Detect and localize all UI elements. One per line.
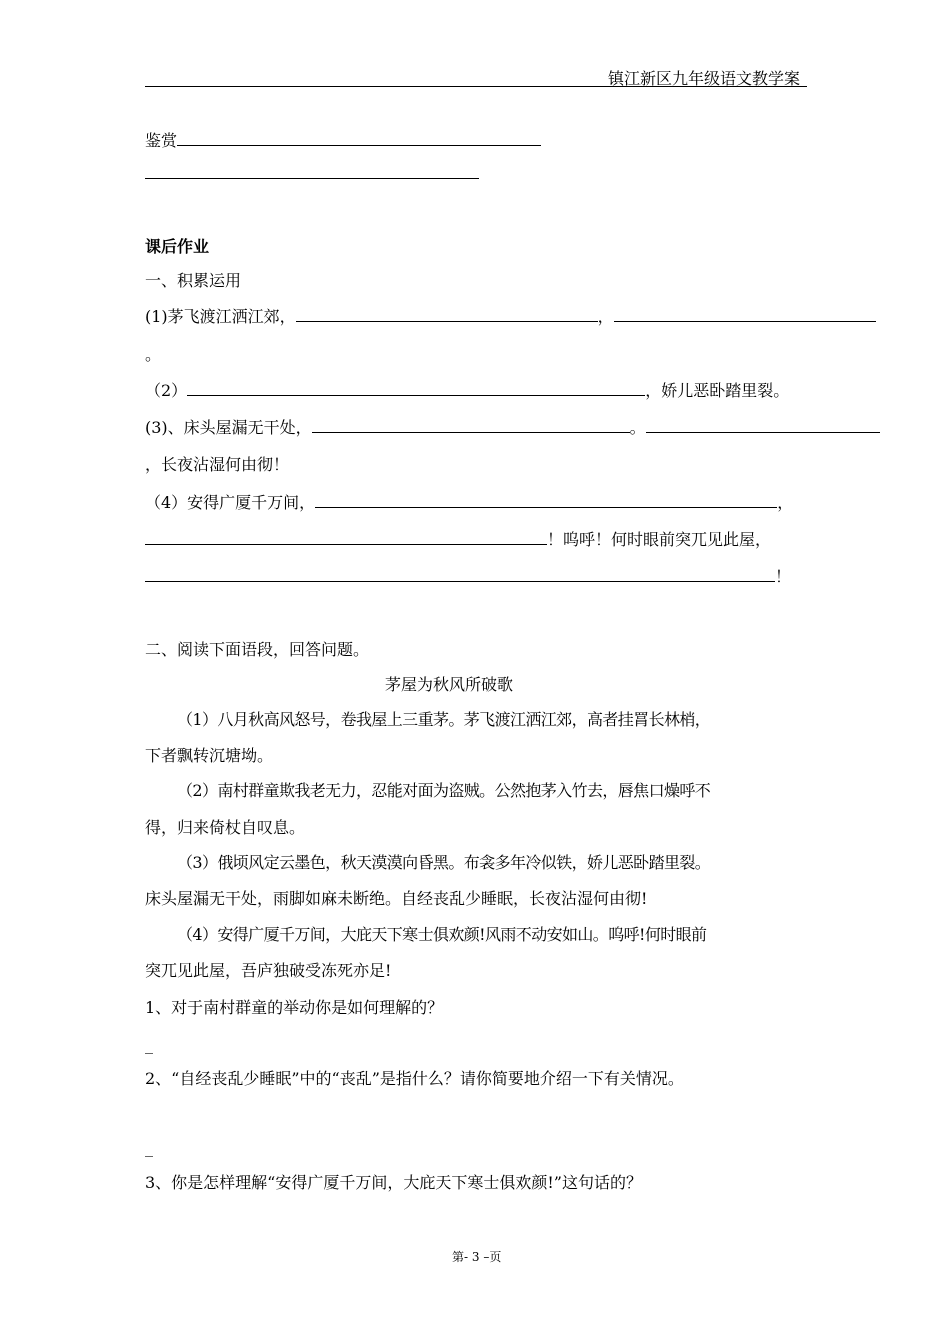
q1-blank-1[interactable] xyxy=(296,320,598,322)
q1-end: 。 xyxy=(145,345,162,364)
q4-comma: ， xyxy=(777,493,794,512)
q2-blank[interactable] xyxy=(187,394,645,396)
reading-q1: 1、对于南村群童的举动你是如何理解的？ xyxy=(145,998,444,1017)
q4-row xyxy=(145,490,793,513)
q2-row xyxy=(145,378,789,401)
q4-row-3 xyxy=(145,564,791,587)
q1-prefix: (1)茅飞渡江洒江郊， xyxy=(145,307,296,326)
q3-prefix: (3)、床头屋漏无干处， xyxy=(145,418,312,437)
poem-title: 茅屋为秋风所破歌 xyxy=(385,675,514,694)
q3-blank-1[interactable] xyxy=(312,431,630,433)
q2-prefix: （2） xyxy=(145,381,188,400)
q1-comma: ， xyxy=(597,307,614,326)
q1-blank-2[interactable] xyxy=(614,320,876,322)
header-title: 镇江新区九年级语文教学案 xyxy=(608,69,801,88)
q4-blank-3[interactable] xyxy=(145,580,775,582)
header-rule xyxy=(145,86,807,87)
reading-q1-dash[interactable]: _ xyxy=(145,1035,153,1054)
q3-blank-2[interactable] xyxy=(646,431,880,433)
poem-p2-line1: （2）南村群童欺我老无力，忍能对面为盗贼。公然抱茅入竹去，唇焦口燥呼不 xyxy=(177,781,711,800)
q3-mid: 。 xyxy=(629,418,646,437)
appreciation-label: 鉴赏 xyxy=(145,131,178,150)
q4-mid: ！呜呼！何时眼前突兀见此屋， xyxy=(547,530,772,549)
q4-end: ！ xyxy=(775,567,792,586)
q1-row xyxy=(145,304,876,327)
appreciation-row xyxy=(145,128,541,151)
appreciation-blank-2[interactable] xyxy=(145,178,479,179)
q4-row-2 xyxy=(145,527,771,550)
poem-p2-line2: 得，归来倚杖自叹息。 xyxy=(145,818,306,837)
reading-q3: 3、你是怎样理解“安得广厦千万间，大庇天下寒士俱欢颜!”这句话的？ xyxy=(145,1173,642,1192)
appreciation-blank-1[interactable] xyxy=(177,144,541,146)
poem-p3-line2: 床头屋漏无干处，雨脚如麻未断绝。自经丧乱少睡眠，长夜沾湿何由彻! xyxy=(145,889,648,908)
q2-suffix: ，娇儿恶卧踏里裂。 xyxy=(645,381,790,400)
q4-blank-1[interactable] xyxy=(315,506,777,508)
poem-p1-line1: （1）八月秋高风怒号，卷我屋上三重茅。茅飞渡江洒江郊，高者挂罥长林梢， xyxy=(177,710,711,729)
reading-q2-dash[interactable]: _ xyxy=(145,1138,153,1157)
q3-row xyxy=(145,415,880,438)
reading-q2: 2、“自经丧乱少睡眠”中的“丧乱”是指什么？请你简要地介绍一下有关情况。 xyxy=(145,1069,684,1088)
q4-prefix: （4）安得广厦千万间， xyxy=(145,493,316,512)
q3-cont: ，长夜沾湿何由彻！ xyxy=(145,455,290,474)
part1-title: 一、积累运用 xyxy=(145,271,242,290)
homework-title: 课后作业 xyxy=(145,237,210,256)
poem-p4-line2: 突兀见此屋，吾庐独破受冻死亦足! xyxy=(145,961,392,980)
reading-title: 二、阅读下面语段，回答问题。 xyxy=(145,640,370,659)
poem-p3-line1: （3）俄顷风定云墨色，秋天漠漠向昏黑。布衾多年冷似铁，娇儿恶卧踏里裂。 xyxy=(177,853,711,872)
page-number: 第- 3 –页 xyxy=(452,1250,502,1264)
poem-p4-line1: （4）安得广厦千万间，大庇天下寒士俱欢颜!风雨不动安如山。呜呼!何时眼前 xyxy=(177,925,707,944)
q4-blank-2[interactable] xyxy=(145,543,547,545)
poem-p1-line2: 下者飘转沉塘坳。 xyxy=(145,746,274,765)
